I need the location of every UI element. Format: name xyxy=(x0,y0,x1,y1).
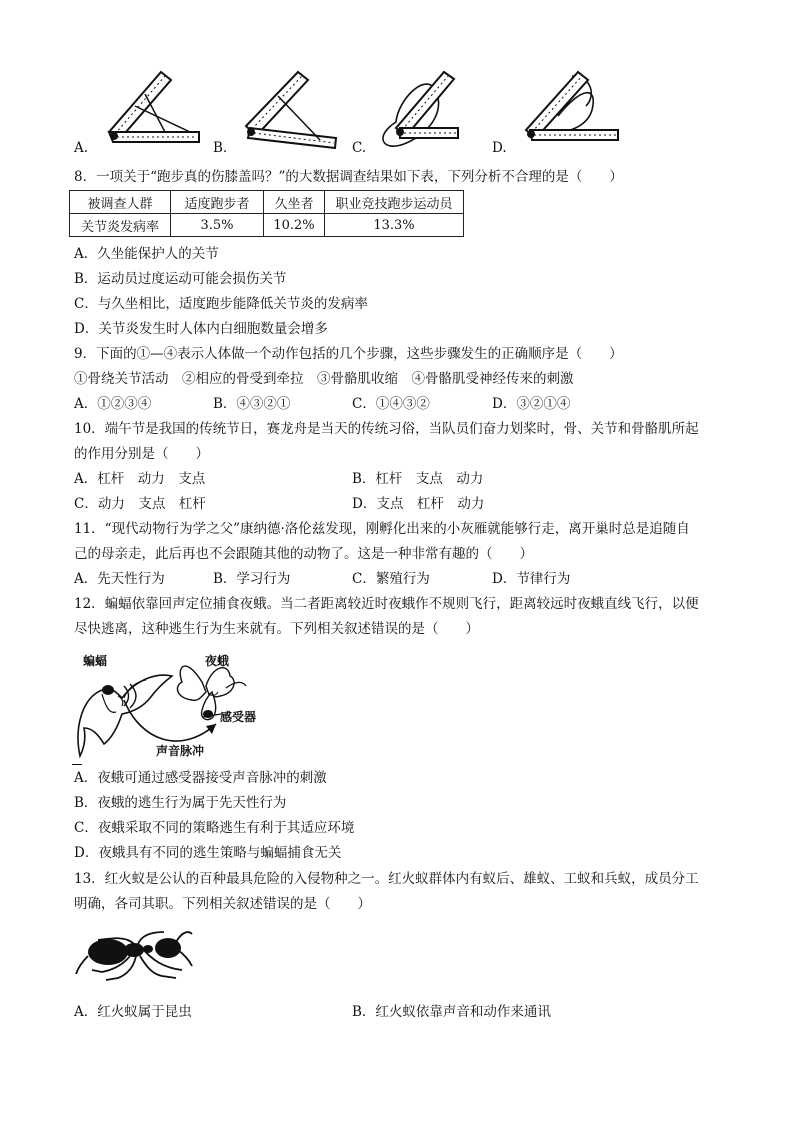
q8-option-a[interactable]: A．久坐能保护人的关节 xyxy=(74,246,219,262)
q8-option-d[interactable]: D．关节炎发生时人体内白细胞数量会增多 xyxy=(74,321,328,337)
q10-option-d[interactable]: D．支点 杠杆 动力 xyxy=(352,496,485,512)
table-cell: 关节炎发病率 xyxy=(70,214,171,237)
q11-option-c[interactable]: C．繁殖行为 xyxy=(352,571,430,587)
table-row xyxy=(70,214,464,237)
q9-option-d[interactable]: D．③②①④ xyxy=(492,396,571,412)
q7-figure-b xyxy=(232,66,352,156)
receptor-pointer xyxy=(203,712,223,722)
q9-stem: 9．下面的①—④表示人体做一个动作包括的几个步骤，这些步骤发生的正确顺序是（ ） xyxy=(74,346,623,362)
table-header-cell: 适度跑步者 xyxy=(171,191,264,214)
q10-option-c[interactable]: C．动力 支点 杠杆 xyxy=(74,496,206,512)
q12-option-d[interactable]: D．夜蛾具有不同的逃生策略与蝙蝠捕食无关 xyxy=(74,845,342,861)
q11-stem-line1: 11．“现代动物行为学之父”康纳德·洛伦兹发现，刚孵化出来的小灰雁就能够行走，离开巢时总是追随自 xyxy=(74,521,690,537)
figure-corner-mark xyxy=(72,764,82,765)
q7-option-b-label[interactable]: B. xyxy=(213,140,228,156)
q12-option-b[interactable]: B．夜蛾的逃生行为属于先天性行为 xyxy=(74,795,287,811)
table-cell: 3.5% xyxy=(171,214,264,237)
q8-option-b[interactable]: B．运动员过度运动可能会损伤关节 xyxy=(74,271,287,287)
q9-option-c[interactable]: C．①④③② xyxy=(352,396,430,412)
q11-option-d[interactable]: D．节律行为 xyxy=(492,571,571,587)
q10-stem-line2: 的作用分别是（ ） xyxy=(74,446,209,462)
q8-stem: 8．一项关于“跑步真的伤膝盖吗？”的大数据调查结果如下表，下列分析不合理的是（ ） xyxy=(74,169,623,185)
table-cell: 10.2% xyxy=(264,214,325,237)
q9-option-a[interactable]: A．①②③④ xyxy=(74,396,152,412)
q10-option-a[interactable]: A．杠杆 动力 支点 xyxy=(74,471,206,487)
q9-option-b[interactable]: B．④③②① xyxy=(213,396,291,412)
q12-stem-line2: 尽快逃离，这种逃生行为生来就有。下列相关叙述错误的是（ ） xyxy=(74,621,479,637)
receptor-label: 感受器 xyxy=(220,710,257,724)
q8-option-c[interactable]: C．与久坐相比，适度跑步能降低关节炎的发病率 xyxy=(74,296,368,312)
q12-stem-line1: 12．蝙蝠依靠回声定位捕食夜蛾。当二者距离较近时夜蛾作不规则飞行，距离较远时夜蛾直线飞行，以便 xyxy=(74,596,699,612)
table-header-cell: 被调查人群 xyxy=(70,191,171,214)
table-header-cell: 久坐者 xyxy=(264,191,325,214)
q7-figure-a xyxy=(95,66,215,156)
q7-figure-d xyxy=(512,66,632,156)
q11-stem-line2: 己的母亲走，此后再也不会跟随其他的动物了。这是一种非常有趣的（ ） xyxy=(74,546,533,562)
q11-option-a[interactable]: A．先天性行为 xyxy=(74,571,165,587)
table-header-cell: 职业竞技跑步运动员 xyxy=(325,191,464,214)
q13-option-a[interactable]: A．红火蚁属于昆虫 xyxy=(74,1004,192,1020)
q7-option-d-label[interactable]: D. xyxy=(492,140,507,156)
q13-option-b[interactable]: B．红火蚁依靠声音和动作来通讯 xyxy=(352,1004,551,1020)
q13-stem-line2: 明确，各司其职。下列相关叙述错误的是（ ） xyxy=(74,896,371,912)
q12-option-c[interactable]: C．夜蛾采取不同的策略逃生有利于其适应环境 xyxy=(74,820,355,836)
q10-stem-line1: 10．端午节是我国的传统节日，赛龙舟是当天的传统习俗，当队员们奋力划桨时，骨、关节和骨骼肌所起 xyxy=(74,421,699,437)
sound-pulse-label: 声音脉冲 xyxy=(156,744,205,758)
bat-label: 蝙蝠 xyxy=(83,654,108,668)
q7-option-c-label[interactable]: C. xyxy=(352,140,367,156)
q12-option-a[interactable]: A．夜蛾可通过感受器接受声音脉冲的刺激 xyxy=(74,770,327,786)
q10-option-b[interactable]: B．杠杆 支点 动力 xyxy=(352,471,484,487)
moth-label: 夜蛾 xyxy=(205,654,230,668)
q9-steps: ①骨绕关节活动 ②相应的骨受到牵拉 ③骨骼肌收缩 ④骨骼肌受神经传来的刺激 xyxy=(74,371,574,387)
q11-option-b[interactable]: B．学习行为 xyxy=(213,571,291,587)
fire-ant-illustration xyxy=(72,926,196,986)
q7-figure-c xyxy=(374,66,494,156)
q8-survey-table xyxy=(69,190,464,237)
q13-stem-line1: 13．红火蚁是公认的百种最具危险的入侵物种之一。红火蚁群体内有蚁后、雄蚁、工蚁和兵蚁，成员分工 xyxy=(74,871,699,887)
table-row xyxy=(70,191,464,214)
q7-option-a-label[interactable]: A. xyxy=(74,140,89,156)
table-cell: 13.3% xyxy=(325,214,464,237)
